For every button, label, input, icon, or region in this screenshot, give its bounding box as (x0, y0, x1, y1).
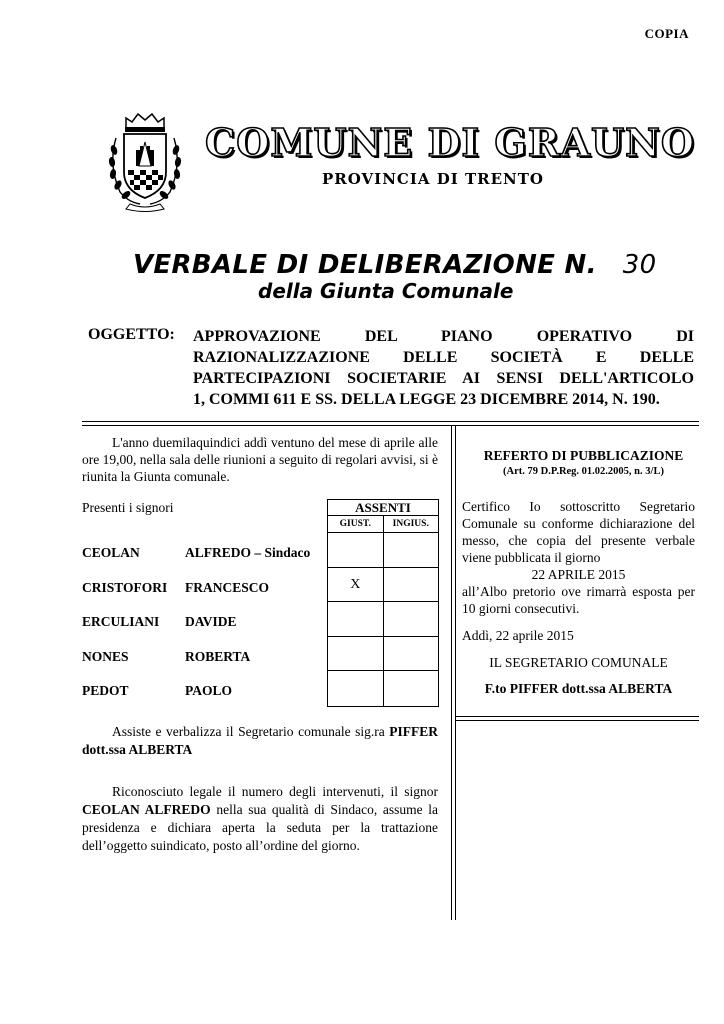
oggetto-line: PARTECIPAZIONI SOCIETARIE AI SENSI DELL'ARTICOLO (193, 370, 694, 387)
oggetto-line: 1, COMMI 611 E SS. DELLA LEGGE 23 DICEMBRE 2014, N. 190. (193, 391, 660, 408)
ingius-cell (384, 568, 439, 602)
albo-text: all’Albo pretorio ove rimarrà esposta per 10 giorni consecutivi. (462, 584, 695, 616)
giust-cell (328, 637, 384, 671)
giust-header: GIUST. (328, 516, 384, 532)
session-intro: L'anno duemilaquindici addì ventuno del mese di aprile alle ore 19,00, nella sala delle riunioni a seguito di regolari avvisi, si è riunita la Giunta comunale. (82, 435, 438, 484)
referto-reference: (Art. 79 D.P.Reg. 01.02.2005, n. 3/L) (503, 466, 664, 477)
signature: F.to PIFFER dott.ssa ALBERTA (484, 681, 673, 696)
column-divider (451, 426, 456, 920)
member-surname: PEDOT (82, 683, 129, 698)
ingius-cell (384, 637, 439, 671)
session-details (82, 426, 438, 485)
verbale-subtitle: della Giunta Comunale (258, 279, 514, 303)
publication-date: 22 APRILE 2015 (531, 567, 626, 582)
giust-cell (328, 602, 384, 636)
municipality-title: COMUNE DI GRAUNO (205, 120, 695, 165)
riconosciuto-paragraph (82, 783, 438, 855)
mayor-name: CEOLAN ALFREDO (82, 802, 211, 817)
giust-cell (328, 533, 384, 567)
table-row (328, 602, 438, 637)
certifico-text: Certifico Io sottoscritto Segretario Comunale su conforme dichiarazione del messo, che copia del presente verbale viene pubblicata il giorno (462, 499, 695, 565)
giust-cell (328, 671, 384, 706)
verbale-number: 30 (622, 250, 657, 280)
referto-title: REFERTO DI PUBBLICAZIONE (483, 448, 684, 463)
addi-date: Addì, 22 aprile 2015 (462, 628, 574, 643)
assenti-table (327, 499, 439, 707)
riconosciuto-text-2: nella sua qualità di Sindaco, assume la presidenza e dichiara aperta la seduta per la trattazione dell’oggetto suindicato, posto all’ordine del giorno. (82, 802, 439, 853)
member-name: FRANCESCO (185, 580, 270, 595)
province-subtitle: PROVINCIA DI TRENTO (322, 170, 544, 188)
oggetto-line: RAZIONALIZZAZIONE DELLE SOCIETÀ E DELLE (193, 349, 694, 366)
list-item (82, 580, 269, 596)
copy-label: COPIA (644, 26, 689, 41)
member-name: PAOLO (185, 683, 232, 698)
table-row (328, 637, 438, 672)
secretary-name: PIFFER dott.ssa ALBERTA (82, 724, 438, 757)
list-item (82, 683, 232, 699)
member-name: ALFREDO – Sindaco (185, 545, 311, 560)
giust-cell: X (328, 568, 384, 602)
member-surname: ERCULIANI (82, 614, 160, 629)
coat-of-arms-icon (106, 110, 184, 212)
secretary-title: IL SEGRETARIO COMUNALE (489, 655, 668, 670)
assenti-header: ASSENTI (328, 500, 438, 516)
list-item (82, 545, 310, 561)
ingius-cell (384, 533, 439, 567)
verbale-title (133, 250, 656, 280)
member-surname: NONES (82, 649, 129, 664)
member-surname: CEOLAN (82, 545, 140, 560)
assiste-paragraph (82, 723, 438, 759)
member-surname: CRISTOFORI (82, 580, 168, 595)
list-item (82, 614, 237, 630)
verbale-title-text: VERBALE DI DELIBERAZIONE N. (133, 250, 597, 280)
publication-report (462, 448, 695, 697)
ingius-cell (384, 602, 439, 636)
oggetto-text (193, 326, 694, 410)
assiste-text: Assiste e verbalizza il Segretario comunale sig.ra (112, 724, 385, 739)
ingius-header: INGIUS. (392, 519, 429, 529)
table-row (328, 568, 438, 603)
ingius-cell (384, 671, 439, 706)
oggetto-label: OGGETTO: (88, 326, 175, 343)
assenti-subheader (328, 516, 438, 533)
certifico-paragraph (462, 498, 695, 617)
list-item (82, 649, 250, 665)
table-row (328, 671, 438, 706)
member-name: DAVIDE (185, 614, 237, 629)
presenti-label: Presenti i signori (82, 500, 174, 515)
table-row (328, 533, 438, 568)
riconosciuto-text-1: Riconosciuto legale il numero degli intervenuti, il signor (112, 784, 438, 799)
oggetto-line: APPROVAZIONE DEL PIANO OPERATIVO DI (193, 328, 694, 345)
member-name: ROBERTA (185, 649, 251, 664)
report-divider (456, 716, 699, 721)
